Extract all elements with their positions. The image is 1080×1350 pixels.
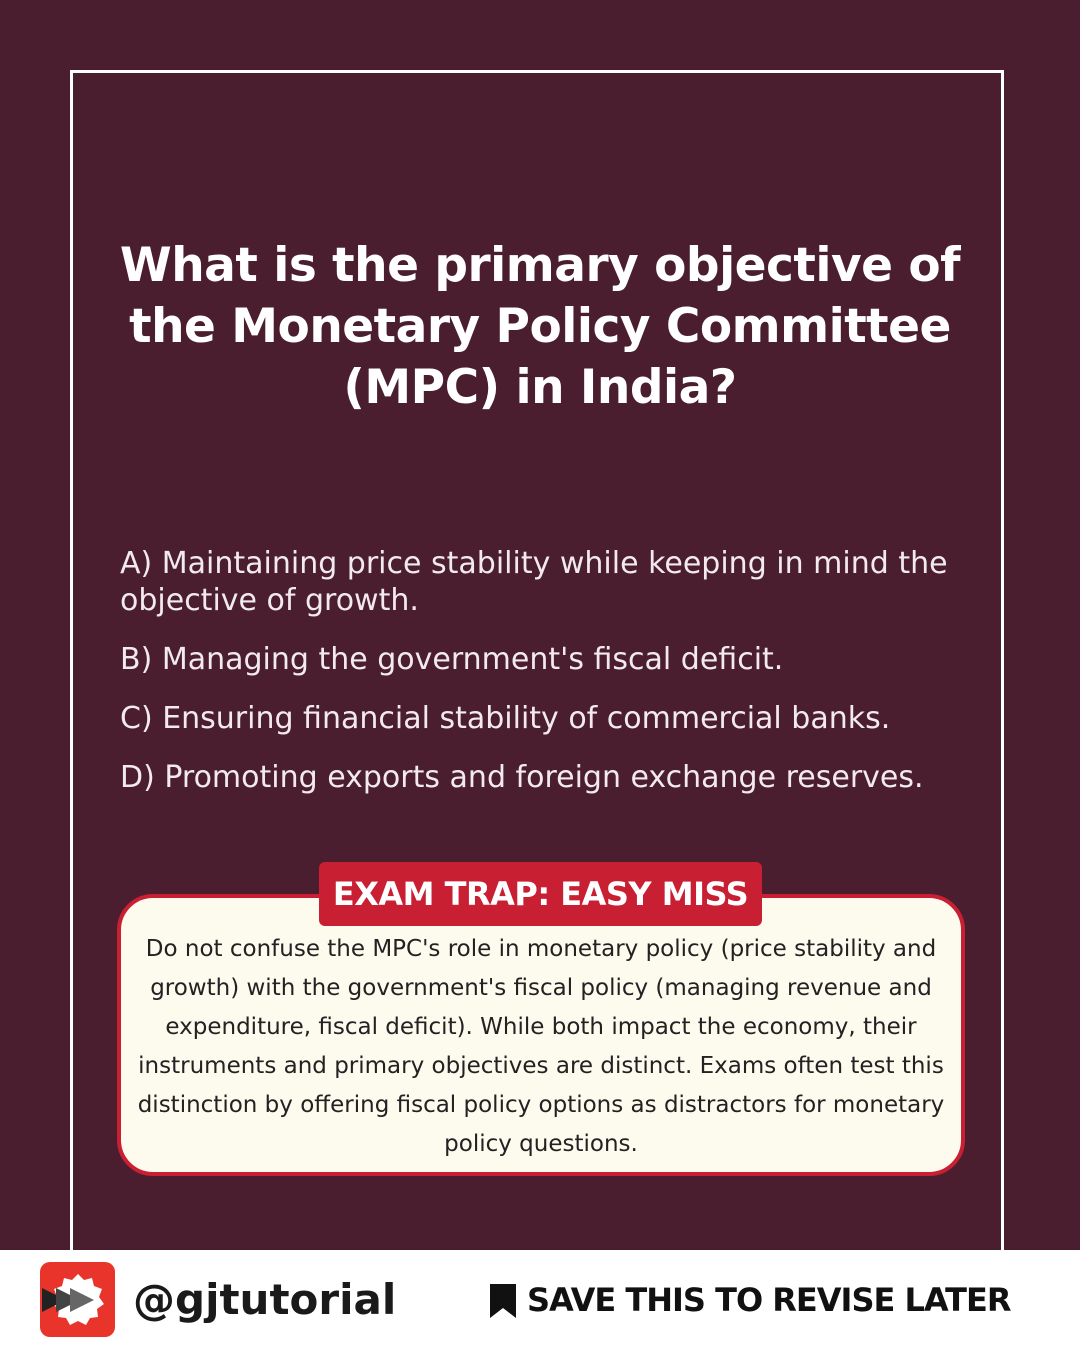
save-reminder-text: SAVE THIS TO REVISE LATER xyxy=(527,1281,1011,1319)
question-title: What is the primary objective of the Monetary Policy Committee (MPC) in India? xyxy=(119,238,961,415)
options-list xyxy=(120,545,970,818)
option-a: A) Maintaining price stability while keeping in mind the objective of growth. xyxy=(120,546,948,618)
channel-handle[interactable]: @gjtutorial xyxy=(133,1275,397,1324)
option-c: C) Ensuring financial stability of commercial banks. xyxy=(120,701,891,736)
footer-bar xyxy=(0,1250,1080,1350)
option-b: B) Managing the government's fiscal deficit. xyxy=(120,642,784,677)
option-d: D) Promoting exports and foreign exchange reserves. xyxy=(120,760,924,795)
bookmark-icon xyxy=(490,1284,516,1318)
exam-trap-text: Do not confuse the MPC's role in monetary policy (price stability and growth) with the government's fiscal policy (managing revenue and expenditure, fiscal deficit). While both impact the economy, their instruments and primary objectives are distinct. Exams often test this distinction by offering fiscal policy options as distractors for monetary policy questions. xyxy=(137,936,945,1157)
exam-trap-label: EXAM TRAP: EASY MISS xyxy=(319,862,762,926)
fast-forward-badge-icon xyxy=(40,1262,115,1337)
